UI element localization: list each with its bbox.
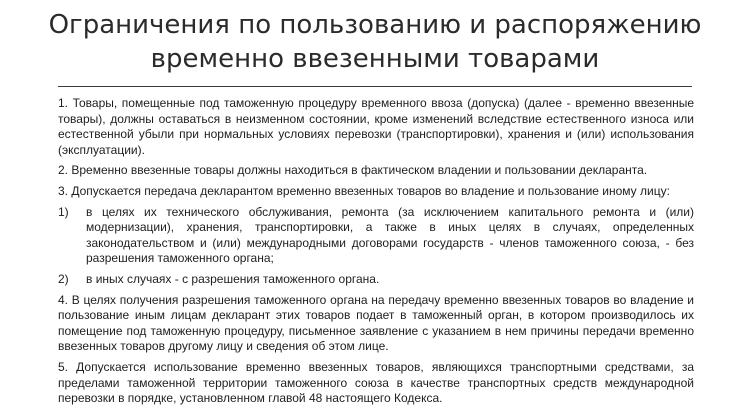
paragraph-2: 2. Временно ввезенные товары должны находиться в фактическом владении и пользовании декларанта. (58, 163, 648, 178)
slide-title (20, 8, 730, 76)
slide-body (58, 96, 694, 412)
paragraph-3-item-1 (58, 205, 694, 267)
item-number: 1) (58, 204, 69, 219)
title-line-1: Ограничения по пользованию и распоряжению (48, 10, 702, 40)
title-line-2: временно ввезенными товарами (150, 44, 600, 74)
item-text: в целях их технического обслуживания, ремонта (за исключением капитального ремонта и (или) модернизации), хранения, транспортировки, а также в иных целях в случаях, определенных законодательством и (или) международными договорами государств - членов таможенного союза, - без разрешения таможенного органа; (86, 204, 694, 266)
paragraph-1: 1. Товары, помещенные под таможенную процедуру временного ввоза (допуска) (далее - временно ввезенные товары), должны оставаться в неизменном состоянии, кроме изменений вследствие естественного износа или естественной убыли при нормальных условиях перевозки (транспортировки), хранения и (или) использования (эксплуатации). (58, 96, 694, 157)
item-number: 2) (58, 271, 69, 286)
paragraph-3: 3. Допускается передача декларантом временно ввезенных товаров во владение и пользование иному лицу: (58, 183, 670, 198)
item-text: в иных случаях - с разрешения таможенного органа. (86, 271, 380, 286)
paragraph-5: 5. Допускается использование временно ввезенных товаров, являющихся транспортными средствами, за пределами таможенной территории таможенного союза в качестве транспортных средств международной перевозки в порядке, установленном главой 48 настоящего Кодекса. (58, 359, 694, 406)
title-divider (58, 86, 692, 87)
paragraph-4: 4. В целях получения разрешения таможенного органа на передачу временно ввезенных товаров во владение и пользование иным лицам декларант этих товаров подает в таможенный орган, в котором производилось их помещение под таможенную процедуру, письменное заявление с указанием в нем причины передачи временно ввезенных товаров другому лицу и сведения об этом лице. (58, 292, 694, 354)
paragraph-3-item-2 (58, 272, 694, 288)
